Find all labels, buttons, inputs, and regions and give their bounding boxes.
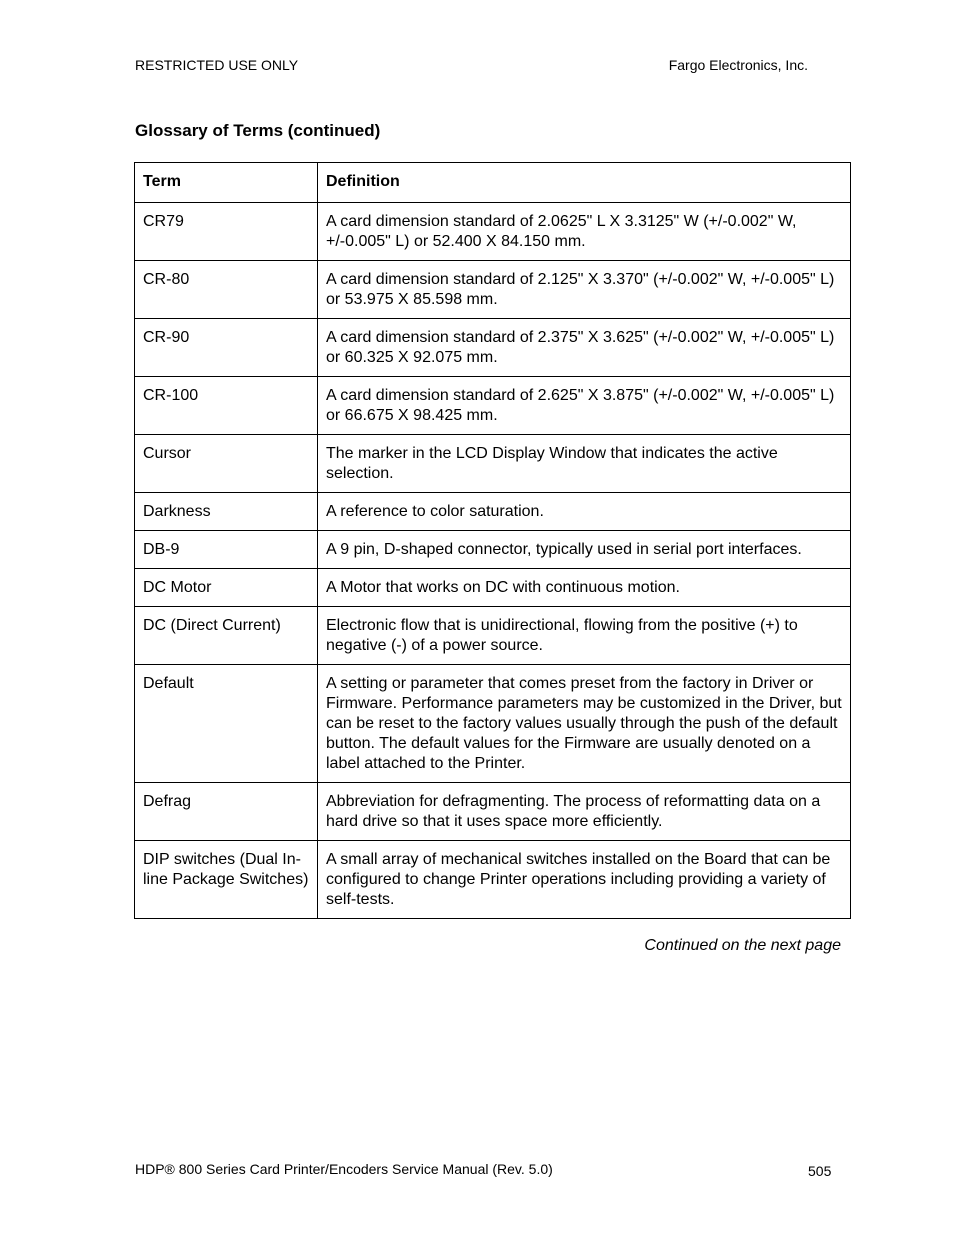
definition-cell: A card dimension standard of 2.625" X 3.875" (+/-0.002" W, +/-0.005" L) or 66.675 X 98.425 mm. (318, 377, 851, 435)
definition-cell: Abbreviation for defragmenting. The process of reformatting data on a hard drive so that it uses space more efficiently. (318, 783, 851, 841)
term-cell: CR-80 (135, 261, 318, 319)
table-header-row (135, 163, 851, 203)
definition-cell: A setting or parameter that comes preset from the factory in Driver or Firmware. Performance parameters may be customized in the Driver, but can be reset to the factory values usually through the push of the default button. The default values for the Firmware are usually denoted on a label attached to the Printer. (318, 665, 851, 783)
term-cell: Defrag (135, 783, 318, 841)
definition-cell: A card dimension standard of 2.0625" L X 3.3125" W (+/-0.002" W, +/-0.005" L) or 52.400 X 84.150 mm. (318, 203, 851, 261)
header-restricted: RESTRICTED USE ONLY (135, 57, 299, 73)
table-row (135, 435, 851, 493)
footer-manual-title: HDP® 800 Series Card Printer/Encoders Service Manual (Rev. 5.0) (135, 1161, 553, 1177)
definition-cell: The marker in the LCD Display Window that indicates the active selection. (318, 435, 851, 493)
term-cell: CR-100 (135, 377, 318, 435)
definition-cell: A 9 pin, D-shaped connector, typically used in serial port interfaces. (318, 531, 851, 569)
column-header-term: Term (135, 163, 318, 203)
column-header-definition: Definition (318, 163, 851, 203)
page-number: 505 (808, 1163, 832, 1179)
definition-cell: A card dimension standard of 2.125" X 3.370" (+/-0.002" W, +/-0.005" L) or 53.975 X 85.598 mm. (318, 261, 851, 319)
term-cell: CR79 (135, 203, 318, 261)
continued-note: Continued on the next page (644, 937, 841, 954)
section-title: Glossary of Terms (continued) (135, 121, 381, 140)
table-row (135, 261, 851, 319)
table-row (135, 783, 851, 841)
table-row (135, 319, 851, 377)
glossary-table (134, 162, 851, 919)
table-row (135, 841, 851, 919)
table-row (135, 203, 851, 261)
term-cell: DB-9 (135, 531, 318, 569)
term-cell: Default (135, 665, 318, 783)
term-cell: Darkness (135, 493, 318, 531)
definition-cell: A card dimension standard of 2.375" X 3.625" (+/-0.002" W, +/-0.005" L) or 60.325 X 92.075 mm. (318, 319, 851, 377)
term-cell: Cursor (135, 435, 318, 493)
table-row (135, 493, 851, 531)
table-row (135, 665, 851, 783)
definition-cell: A Motor that works on DC with continuous motion. (318, 569, 851, 607)
term-cell: DC (Direct Current) (135, 607, 318, 665)
definition-cell: A reference to color saturation. (318, 493, 851, 531)
table-row (135, 569, 851, 607)
header-company: Fargo Electronics, Inc. (668, 57, 808, 73)
table-row (135, 607, 851, 665)
term-cell: DC Motor (135, 569, 318, 607)
table-row (135, 377, 851, 435)
term-cell: CR-90 (135, 319, 318, 377)
definition-cell: Electronic flow that is unidirectional, flowing from the positive (+) to negative (-) of a power source. (318, 607, 851, 665)
term-cell: DIP switches (Dual In-line Package Switches) (135, 841, 318, 919)
definition-cell: A small array of mechanical switches installed on the Board that can be configured to change Printer operations including providing a variety of self-tests. (318, 841, 851, 919)
table-row (135, 531, 851, 569)
